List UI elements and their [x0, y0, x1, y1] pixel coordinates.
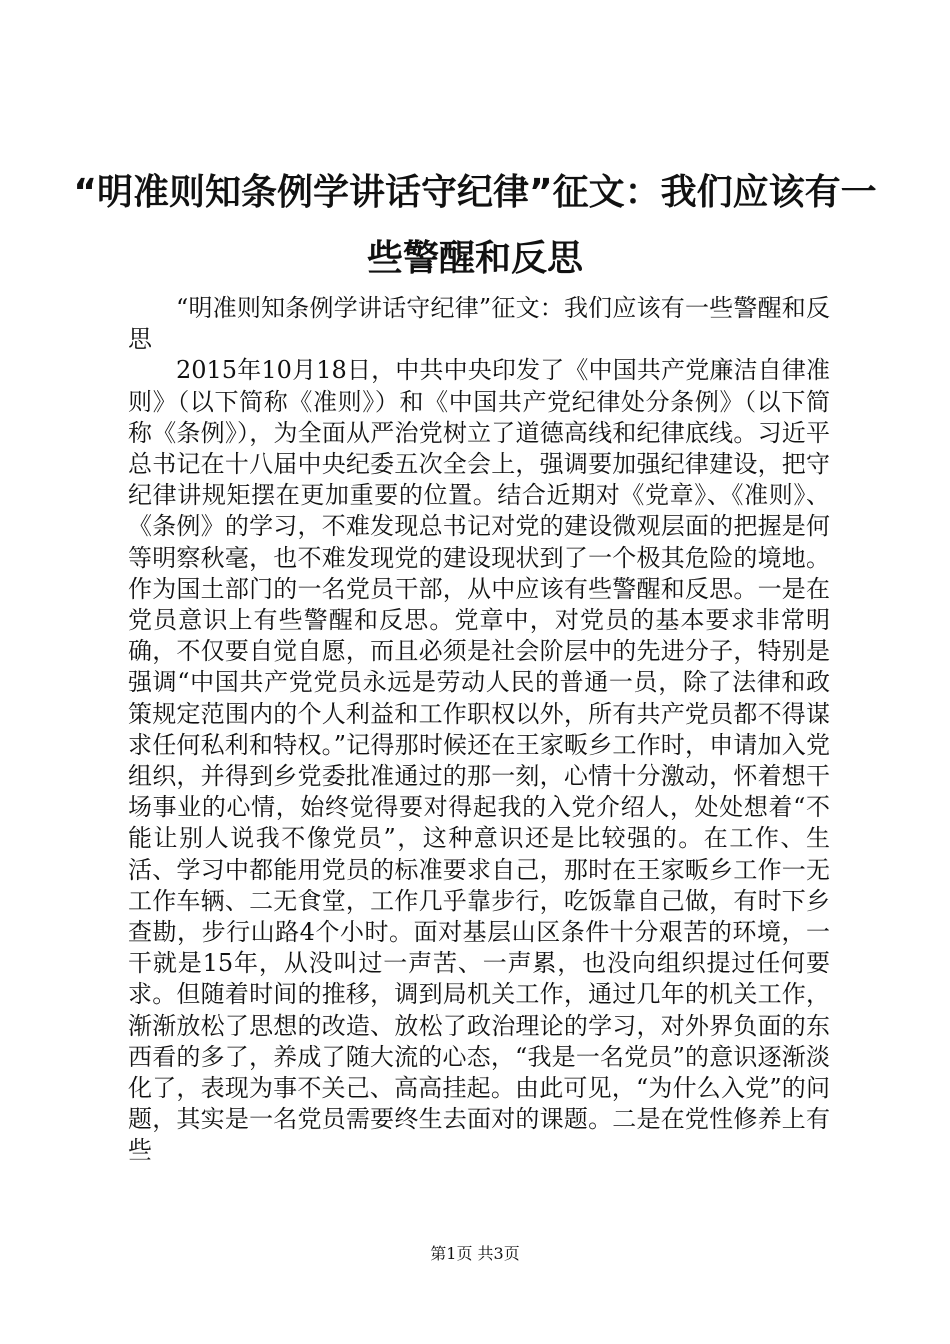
- document-title: “明准则知条例学讲话守纪律”征文：我们应该有一些警醒和反思: [73, 172, 877, 279]
- main-paragraph: 2015年10月18日，中共中央印发了《中国共产党廉洁自律准则》（以下简称《准则》）和《中国共产党纪律处分条例》（以下简称《条例》），为全面从严治党树立了道德高线和纪律底线。习近平总书记在十八届中央纪委五次全会上，强调要加强纪律建设，把守纪律讲规矩摆在更加重要的位置。结合近期对《党章》、《准则》、《条例》的学习，不难发现总书记对党的建设微观层面的把握是何等明察秋毫，也不难发现党的建设现状到了一个极其危险的境地。作为国土部门的一名党员干部，从中应该有些警醒和反思。一是在党员意识上有些警醒和反思。党章中，对党员的基本要求非常明确，不仅要自觉自愿，而且必须是社会阶层中的先进分子，特别是强调“中国共产党党员永远是劳动人民的普通一员，除了法律和政策规定范围内的个人利益和工作职权以外，所有共产党员都不得谋求任何私利和特权。”记得那时候还在王家畈乡工作时，申请加入党组织，并得到乡党委批准通过的那一刻，心情十分激动，怀着想干场事业的心情，始终觉得要对得起我的入党介绍人，处处想着“不能让别人说我不像党员”，这种意识还是比较强的。在工作、生活、学习中都能用党员的标准要求自己，那时在王家畈乡工作一无工作车辆、二无食堂，工作几乎靠步行，吃饭靠自己做，有时下乡查勘，步行山路4个小时。面对基层山区条件十分艰苦的环境，一干就是15年，从没叫过一声苦、一声累，也没向组织提过任何要求。但随着时间的推移，调到局机关工作，通过几年的机关工作，渐渐放松了思想的改造、放松了政治理论的学习，对外界负面的东西看的多了，养成了随大流的心态，“我是一名党员”的意识逐渐淡化了，表现为事不关己、高高挂起。由此可见，“为什么入党”的问题，其实是一名党员需要终生去面对的课题。二是在党性修养上有些: [128, 356, 830, 1165]
- page-footer: 第1页 共3页: [430, 1244, 520, 1263]
- document-body: [128, 293, 830, 1167]
- intro-paragraph: “明准则知条例学讲话守纪律”征文：我们应该有一些警醒和反思: [128, 294, 830, 354]
